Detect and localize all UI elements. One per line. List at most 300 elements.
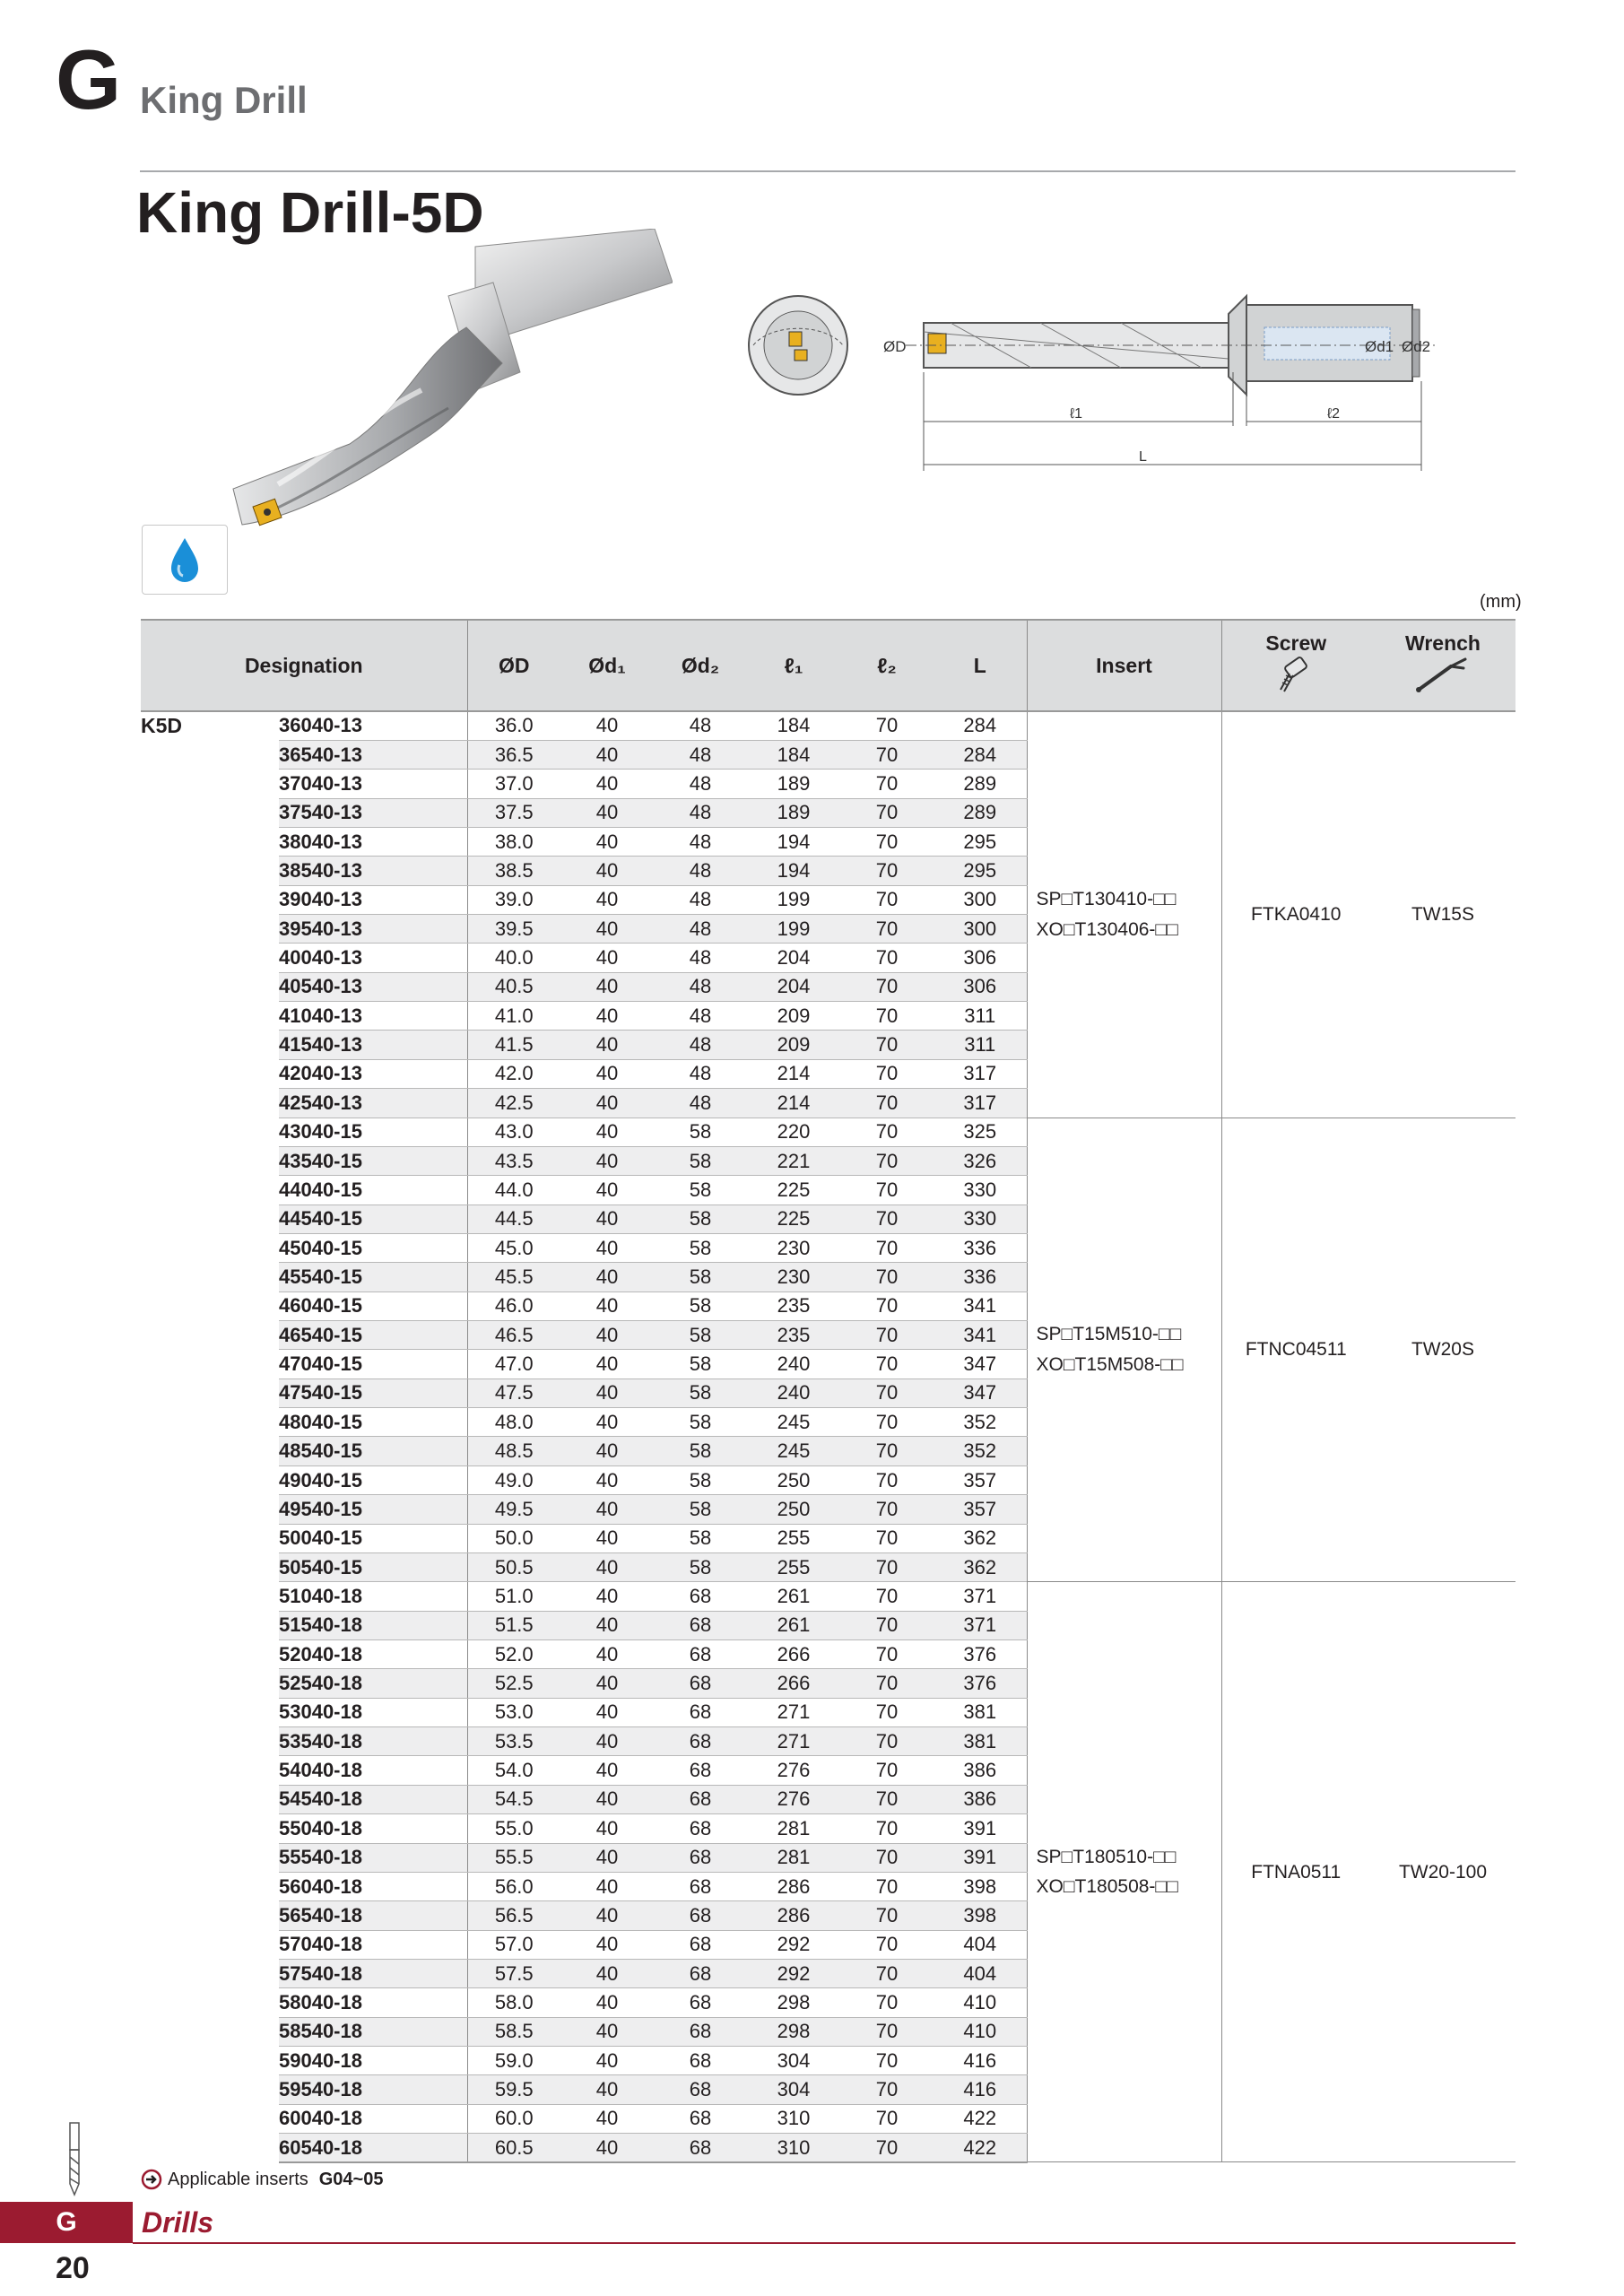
value-cell: 189 [747,798,840,827]
value-cell: 230 [747,1233,840,1262]
value-cell: 37.0 [467,770,560,798]
value-cell: 70 [840,1843,934,1872]
value-cell: 58 [654,1552,747,1581]
value-cell: 214 [747,1089,840,1118]
designation-cell: 50540-15 [279,1552,467,1581]
designation-cell: 50040-15 [279,1524,467,1552]
value-cell: 68 [654,1843,747,1872]
coolant-badge [142,525,228,595]
designation-cell: 57040-18 [279,1930,467,1959]
screw-cell: FTKA0410 [1221,711,1370,1118]
value-cell: 39.0 [467,885,560,914]
insert-code: SP□T180510-□□ [1036,1846,1177,1867]
value-cell: 48 [654,972,747,1001]
value-cell: 70 [840,2017,934,2046]
footer-rule [133,2242,1515,2244]
value-cell: 40 [560,944,654,972]
applicable-inserts-label: Applicable inserts [168,2169,308,2189]
insert-code: XO□T180508-□□ [1036,1876,1178,1898]
value-cell: 56.0 [467,1872,560,1900]
insert-code: SP□T130410-□□ [1036,889,1177,910]
value-cell: 289 [934,770,1027,798]
wrench-cell: TW15S [1370,711,1515,1118]
header-designation: Designation [141,620,467,711]
value-cell: 214 [747,1059,840,1088]
value-cell: 298 [747,1988,840,2017]
value-cell: 40 [560,1437,654,1465]
value-cell: 70 [840,1495,934,1524]
value-cell: 235 [747,1292,840,1320]
value-cell: 230 [747,1263,840,1292]
value-cell: 221 [747,1146,840,1175]
chapter-tab[interactable]: G [0,2202,133,2243]
designation-cell: 59540-18 [279,2075,467,2104]
dim-l1-label: ℓ1 [1070,406,1083,422]
designation-cell: 41540-13 [279,1031,467,1059]
value-cell: 240 [747,1350,840,1378]
value-cell: 391 [934,1843,1027,1872]
value-cell: 48 [654,711,747,740]
dim-l2-label: ℓ2 [1327,406,1341,422]
designation-cell: 49040-15 [279,1465,467,1494]
value-cell: 204 [747,972,840,1001]
designation-cell: 53540-18 [279,1727,467,1756]
value-cell: 225 [747,1176,840,1205]
value-cell: 311 [934,1031,1027,1059]
value-cell: 42.0 [467,1059,560,1088]
value-cell: 37.5 [467,798,560,827]
value-cell: 68 [654,2104,747,2133]
series-code: K5D [141,714,183,737]
table-row [141,711,1515,740]
value-cell: 40 [560,1176,654,1205]
designation-cell: 40040-13 [279,944,467,972]
dim-L-label: L [1139,449,1147,465]
value-cell: 276 [747,1785,840,1813]
insert-cell [1027,711,1221,1118]
value-cell: 70 [840,1089,934,1118]
value-cell: 40 [560,857,654,885]
value-cell: 336 [934,1263,1027,1292]
table-header-row [141,620,1515,711]
insert-cell [1027,1582,1221,2162]
value-cell: 58 [654,1233,747,1262]
value-cell: 68 [654,1640,747,1669]
value-cell: 362 [934,1524,1027,1552]
value-cell: 341 [934,1321,1027,1350]
value-cell: 50.0 [467,1524,560,1552]
value-cell: 70 [840,1756,934,1785]
value-cell: 199 [747,915,840,944]
value-cell: 40 [560,1118,654,1146]
designation-cell: 54540-18 [279,1785,467,1813]
value-cell: 60.0 [467,2104,560,2133]
designation-cell: 39540-13 [279,915,467,944]
dim-d1-label: Ød1 [1365,338,1394,355]
value-cell: 70 [840,711,934,740]
value-cell: 58 [654,1378,747,1407]
value-cell: 40 [560,1205,654,1233]
value-cell: 416 [934,2075,1027,2104]
value-cell: 70 [840,1437,934,1465]
value-cell: 60.5 [467,2134,560,2162]
value-cell: 68 [654,1872,747,1900]
value-cell: 40 [560,1031,654,1059]
value-cell: 70 [840,1901,934,1930]
header-insert: Insert [1027,620,1221,711]
header-wrench [1370,620,1515,711]
value-cell: 40 [560,2104,654,2133]
value-cell: 53.0 [467,1698,560,1726]
value-cell: 58.0 [467,1988,560,2017]
value-cell: 40 [560,1727,654,1756]
value-cell: 386 [934,1756,1027,1785]
screw-icon [1273,656,1318,695]
value-cell: 40 [560,915,654,944]
chapter-letter: G [56,32,122,126]
value-cell: 47.0 [467,1350,560,1378]
value-cell: 40 [560,827,654,856]
value-cell: 271 [747,1727,840,1756]
unit-label: (mm) [1480,592,1522,612]
value-cell: 43.5 [467,1146,560,1175]
designation-cell: 37040-13 [279,770,467,798]
value-cell: 51.0 [467,1582,560,1611]
page-title: King Drill-5D [136,180,484,245]
value-cell: 68 [654,1901,747,1930]
value-cell: 68 [654,1814,747,1843]
designation-cell: 46040-15 [279,1292,467,1320]
value-cell: 70 [840,827,934,856]
value-cell: 40 [560,1959,654,1987]
value-cell: 40 [560,1930,654,1959]
designation-cell: 47040-15 [279,1350,467,1378]
value-cell: 40 [560,1814,654,1843]
value-cell: 347 [934,1378,1027,1407]
value-cell: 40 [560,770,654,798]
designation-cell: 37540-13 [279,798,467,827]
designation-cell: 45540-15 [279,1263,467,1292]
value-cell: 306 [934,944,1027,972]
designation-cell: 59040-18 [279,2047,467,2075]
value-cell: 68 [654,1988,747,2017]
value-cell: 53.5 [467,1727,560,1756]
value-cell: 58 [654,1437,747,1465]
screw-cell: FTNA0511 [1221,1582,1370,2162]
value-cell: 261 [747,1611,840,1639]
value-cell: 371 [934,1611,1027,1639]
value-cell: 70 [840,885,934,914]
value-cell: 48.5 [467,1437,560,1465]
value-cell: 48 [654,857,747,885]
value-cell: 70 [840,1176,934,1205]
wrench-icon [1411,656,1474,695]
designation-cell: 55040-18 [279,1814,467,1843]
designation-cell: 42040-13 [279,1059,467,1088]
value-cell: 47.5 [467,1378,560,1407]
value-cell: 357 [934,1465,1027,1494]
value-cell: 43.0 [467,1118,560,1146]
value-cell: 281 [747,1814,840,1843]
designation-cell: 49540-15 [279,1495,467,1524]
applicable-inserts-note [141,2169,383,2190]
header-d2: Ød₂ [654,620,747,711]
side-drill-icon [65,2121,84,2197]
value-cell: 40 [560,1843,654,1872]
designation-cell: 44540-15 [279,1205,467,1233]
value-cell: 40 [560,1611,654,1639]
designation-cell: 56540-18 [279,1901,467,1930]
value-cell: 42.5 [467,1089,560,1118]
value-cell: 68 [654,1727,747,1756]
header-L: L [934,620,1027,711]
value-cell: 376 [934,1669,1027,1698]
value-cell: 330 [934,1176,1027,1205]
value-cell: 410 [934,2017,1027,2046]
value-cell: 52.0 [467,1640,560,1669]
value-cell: 235 [747,1321,840,1350]
value-cell: 48 [654,1002,747,1031]
value-cell: 48 [654,915,747,944]
value-cell: 40.5 [467,972,560,1001]
value-cell: 57.0 [467,1930,560,1959]
value-cell: 40 [560,1901,654,1930]
value-cell: 46.5 [467,1321,560,1350]
value-cell: 55.0 [467,1814,560,1843]
value-cell: 410 [934,1988,1027,2017]
value-cell: 341 [934,1292,1027,1320]
value-cell: 310 [747,2104,840,2133]
value-cell: 184 [747,740,840,769]
value-cell: 404 [934,1959,1027,1987]
value-cell: 70 [840,1002,934,1031]
value-cell: 40 [560,1408,654,1437]
value-cell: 50.5 [467,1552,560,1581]
water-drop-icon [143,526,227,594]
value-cell: 40 [560,1465,654,1494]
value-cell: 45.5 [467,1263,560,1292]
value-cell: 58 [654,1321,747,1350]
value-cell: 271 [747,1698,840,1726]
value-cell: 68 [654,1756,747,1785]
designation-cell: 51540-18 [279,1611,467,1639]
value-cell: 70 [840,1727,934,1756]
value-cell: 40 [560,1669,654,1698]
value-cell: 68 [654,2134,747,2162]
value-cell: 398 [934,1901,1027,1930]
value-cell: 68 [654,2047,747,2075]
value-cell: 284 [934,711,1027,740]
value-cell: 240 [747,1378,840,1407]
value-cell: 352 [934,1408,1027,1437]
value-cell: 255 [747,1552,840,1581]
value-cell: 184 [747,711,840,740]
value-cell: 199 [747,885,840,914]
value-cell: 70 [840,972,934,1001]
value-cell: 48 [654,770,747,798]
value-cell: 70 [840,1233,934,1262]
value-cell: 70 [840,1611,934,1639]
value-cell: 245 [747,1437,840,1465]
page-number: 20 [56,2251,90,2285]
value-cell: 194 [747,827,840,856]
value-cell: 292 [747,1930,840,1959]
designation-cell: 45040-15 [279,1233,467,1262]
value-cell: 68 [654,1669,747,1698]
value-cell: 48 [654,885,747,914]
value-cell: 255 [747,1524,840,1552]
value-cell: 41.0 [467,1002,560,1031]
value-cell: 70 [840,1031,934,1059]
value-cell: 70 [840,1321,934,1350]
value-cell: 189 [747,770,840,798]
table-row [141,1582,1515,1611]
value-cell: 404 [934,1930,1027,1959]
value-cell: 40 [560,2075,654,2104]
value-cell: 352 [934,1437,1027,1465]
designation-cell: 60040-18 [279,2104,467,2133]
value-cell: 194 [747,857,840,885]
value-cell: 68 [654,2017,747,2046]
value-cell: 58 [654,1205,747,1233]
value-cell: 59.5 [467,2075,560,2104]
value-cell: 56.5 [467,1901,560,1930]
header-D: ØD [467,620,560,711]
designation-cell: 40540-13 [279,972,467,1001]
value-cell: 70 [840,2134,934,2162]
value-cell: 330 [934,1205,1027,1233]
value-cell: 300 [934,885,1027,914]
wrench-cell: TW20S [1370,1118,1515,1582]
value-cell: 40 [560,1495,654,1524]
value-cell: 40 [560,1988,654,2017]
value-cell: 266 [747,1669,840,1698]
value-cell: 48 [654,1059,747,1088]
value-cell: 70 [840,1524,934,1552]
designation-cell: 56040-18 [279,1872,467,1900]
value-cell: 70 [840,1465,934,1494]
value-cell: 70 [840,1872,934,1900]
value-cell: 57.5 [467,1959,560,1987]
value-cell: 204 [747,944,840,972]
designation-cell: 53040-18 [279,1698,467,1726]
header-d1: Ød₁ [560,620,654,711]
dim-D-label: ØD [883,338,907,355]
value-cell: 261 [747,1582,840,1611]
value-cell: 40 [560,1263,654,1292]
circle-arrow-icon [141,2169,162,2190]
value-cell: 40 [560,1059,654,1088]
designation-cell: 58540-18 [279,2017,467,2046]
value-cell: 70 [840,1205,934,1233]
value-cell: 40 [560,1785,654,1813]
value-cell: 325 [934,1118,1027,1146]
value-cell: 70 [840,2104,934,2133]
section-title: King Drill [140,79,308,121]
value-cell: 68 [654,1785,747,1813]
value-cell: 70 [840,1669,934,1698]
value-cell: 295 [934,827,1027,856]
designation-cell: 44040-15 [279,1176,467,1205]
value-cell: 398 [934,1872,1027,1900]
value-cell: 36.0 [467,711,560,740]
value-cell: 40 [560,1524,654,1552]
value-cell: 317 [934,1089,1027,1118]
value-cell: 40 [560,972,654,1001]
dimension-drawing [744,260,1444,493]
value-cell: 336 [934,1233,1027,1262]
value-cell: 70 [840,1785,934,1813]
value-cell: 70 [840,740,934,769]
value-cell: 70 [840,1059,934,1088]
value-cell: 40 [560,1292,654,1320]
value-cell: 49.0 [467,1465,560,1494]
value-cell: 209 [747,1031,840,1059]
value-cell: 220 [747,1118,840,1146]
value-cell: 46.0 [467,1292,560,1320]
designation-cell: 42540-13 [279,1089,467,1118]
value-cell: 68 [654,2075,747,2104]
value-cell: 70 [840,1146,934,1175]
header-rule [140,170,1515,172]
value-cell: 70 [840,944,934,972]
value-cell: 422 [934,2134,1027,2162]
designation-cell: 36540-13 [279,740,467,769]
value-cell: 68 [654,1582,747,1611]
value-cell: 40 [560,1089,654,1118]
value-cell: 376 [934,1640,1027,1669]
value-cell: 54.5 [467,1785,560,1813]
value-cell: 357 [934,1495,1027,1524]
value-cell: 391 [934,1814,1027,1843]
value-cell: 70 [840,1292,934,1320]
value-cell: 40 [560,1350,654,1378]
category-label: Drills [142,2206,214,2239]
value-cell: 48 [654,1031,747,1059]
value-cell: 300 [934,915,1027,944]
drill-product-image [206,229,673,534]
value-cell: 245 [747,1408,840,1437]
header-screw [1221,620,1370,711]
value-cell: 70 [840,1698,934,1726]
specification-table [141,619,1515,2163]
value-cell: 70 [840,1350,934,1378]
value-cell: 48.0 [467,1408,560,1437]
value-cell: 70 [840,1378,934,1407]
value-cell: 70 [840,1930,934,1959]
value-cell: 70 [840,1118,934,1146]
value-cell: 286 [747,1872,840,1900]
header-l2: ℓ₂ [840,620,934,711]
value-cell: 48 [654,740,747,769]
value-cell: 70 [840,1582,934,1611]
value-cell: 44.0 [467,1176,560,1205]
value-cell: 40.0 [467,944,560,972]
applicable-inserts-ref[interactable]: G04~05 [318,2169,384,2189]
value-cell: 40 [560,1552,654,1581]
insert-cell [1027,1118,1221,1582]
designation-cell: 43540-15 [279,1146,467,1175]
value-cell: 70 [840,857,934,885]
value-cell: 52.5 [467,1669,560,1698]
value-cell: 70 [840,798,934,827]
designation-cell: 52040-18 [279,1640,467,1669]
value-cell: 58 [654,1524,747,1552]
value-cell: 40 [560,1321,654,1350]
value-cell: 40 [560,1146,654,1175]
value-cell: 58 [654,1408,747,1437]
value-cell: 58 [654,1118,747,1146]
